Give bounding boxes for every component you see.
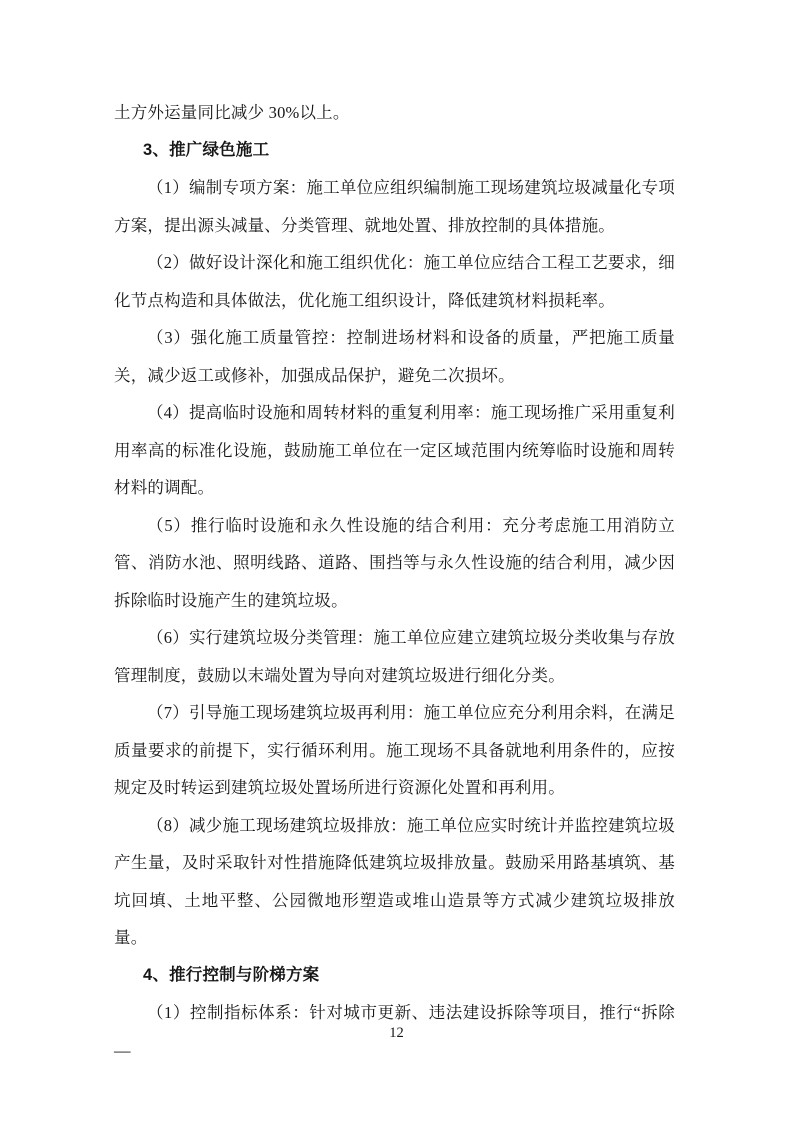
page-number: 12 [389,1025,404,1041]
paragraph-item-8: （8）减少施工现场建筑垃圾排放：施工单位应实时统计并监控建筑垃圾产生量，及时采取针对性措施降低建筑垃圾排放量。鼓励采用路基填筑、基坑回填、土地平整、公园微地形塑造或堆山造景等方式减少建筑垃圾排放量。 [114,815,675,947]
paragraph-continuation: 土方外运量同比减少 30%以上。 [114,103,350,122]
paragraph-item-7: （7）引导施工现场建筑垃圾再利用：施工单位应充分利用余料，在满足质量要求的前提下，实行循环利用。施工现场不具备就地利用条件的，应按规定及时转运到建筑垃圾处置场所进行资源化处置和再利用。 [114,703,675,797]
paragraph-item-3: （3）强化施工质量管控：控制进场材料和设备的质量，严把施工质量关，减少返工或修补，加强成品保护，避免二次损坏。 [114,328,675,385]
paragraph-item-2: （2）做好设计深化和施工组织优化：施工单位应结合工程工艺要求，细化节点构造和具体做法，优化施工组织设计，降低建筑材料损耗率。 [114,253,675,310]
paragraph-item-1-section-4: （1）控制指标体系：针对城市更新、违法建设拆除等项目，推行“拆除— [114,1003,675,1060]
paragraph-item-1: （1）编制专项方案：施工单位应组织编制施工现场建筑垃圾减量化专项方案，提出源头减量、分类管理、就地处置、排放控制的具体措施。 [114,178,675,235]
paragraph-item-4: （4）提高临时设施和周转材料的重复利用率：施工现场推广采用重复利用率高的标准化设施，鼓励施工单位在一定区域范围内统筹临时设施和周转材料的调配。 [114,403,675,497]
section-heading-3: 3、推广绿色施工 [143,140,270,159]
section-heading-4: 4、推行控制与阶梯方案 [143,965,320,984]
paragraph-item-6: （6）实行建筑垃圾分类管理：施工单位应建立建筑垃圾分类收集与存放管理制度，鼓励以末端处置为导向对建筑垃圾进行细化分类。 [114,628,675,685]
paragraph-item-5: （5）推行临时设施和永久性设施的结合利用：充分考虑施工用消防立管、消防水池、照明线路、道路、围挡等与永久性设施的结合利用，减少因拆除临时设施产生的建筑垃圾。 [114,515,675,610]
document-body [114,94,675,1069]
